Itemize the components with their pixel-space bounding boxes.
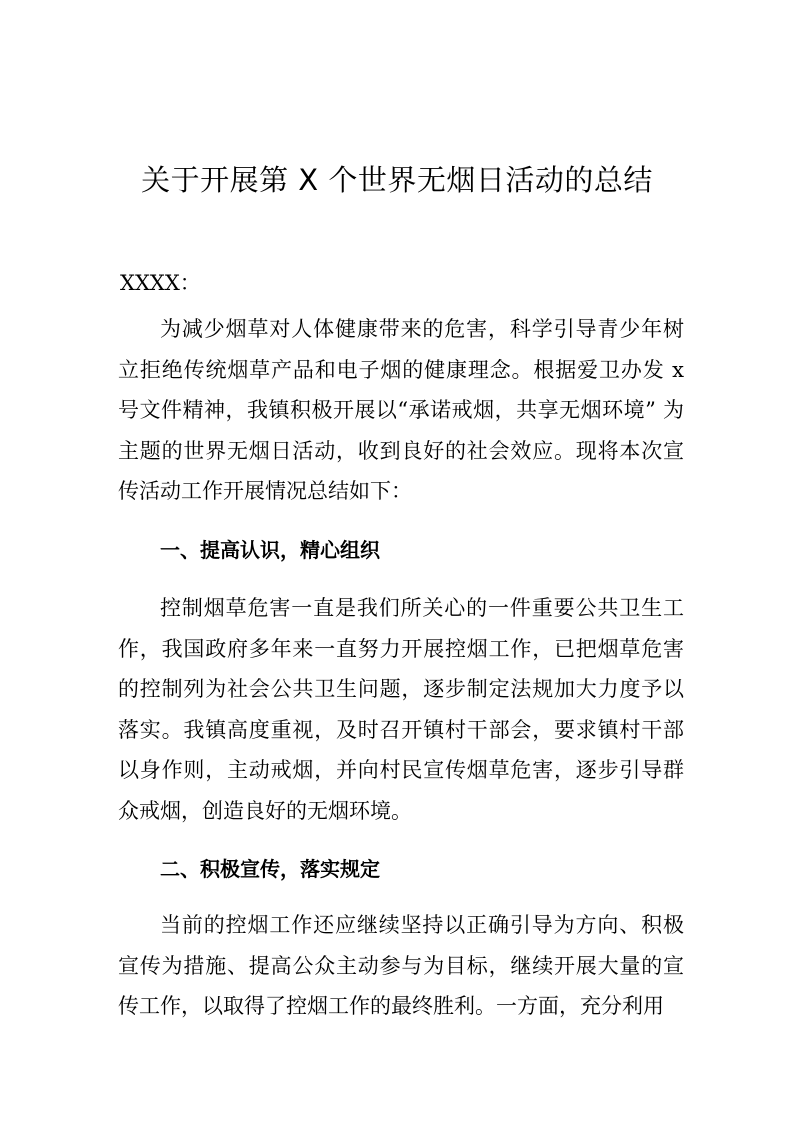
section-heading-2: 二、积极宣传，落实规定 [160, 857, 380, 881]
section1-paragraph: 控制烟草危害一直是我们所关心的一件重要公共卫生工作，我国政府多年来一直努力开展控烟工作，已把烟草危害的控制列为社会公共卫生问题，逐步制定法规加大力度予以落实。我镇高度重视，及时召开镇村干部会，要求镇村干部以身作则，主动戒烟，并向村民宣传烟草危害，逐步引导群众戒烟，创造良好的无烟环境。 [118, 596, 684, 823]
intro-paragraph: 为减少烟草对人体健康带来的危害，科学引导青少年树立拒绝传统烟草产品和电子烟的健康理念。根据爱卫办发 x 号文件精神，我镇积极开展以“承诺戒烟，共享无烟环境” 为主题的世界无烟日活动，收到良好的社会效应。现将本次宣传活动工作开展情况总结如下： [118, 317, 684, 503]
section-heading-1: 一、提高认识，精心组织 [160, 538, 380, 562]
section2-paragraph: 当前的控烟工作还应继续坚持以正确引导为方向、积极宣传为措施、提高公众主动参与为目标，继续开展大量的宣传工作，以取得了控烟工作的最终胜利。一方面，充分利用 [118, 913, 684, 1018]
document-title: 关于开展第 X 个世界无烟日活动的总结 [141, 163, 653, 197]
salutation: XXXX： [120, 271, 201, 295]
